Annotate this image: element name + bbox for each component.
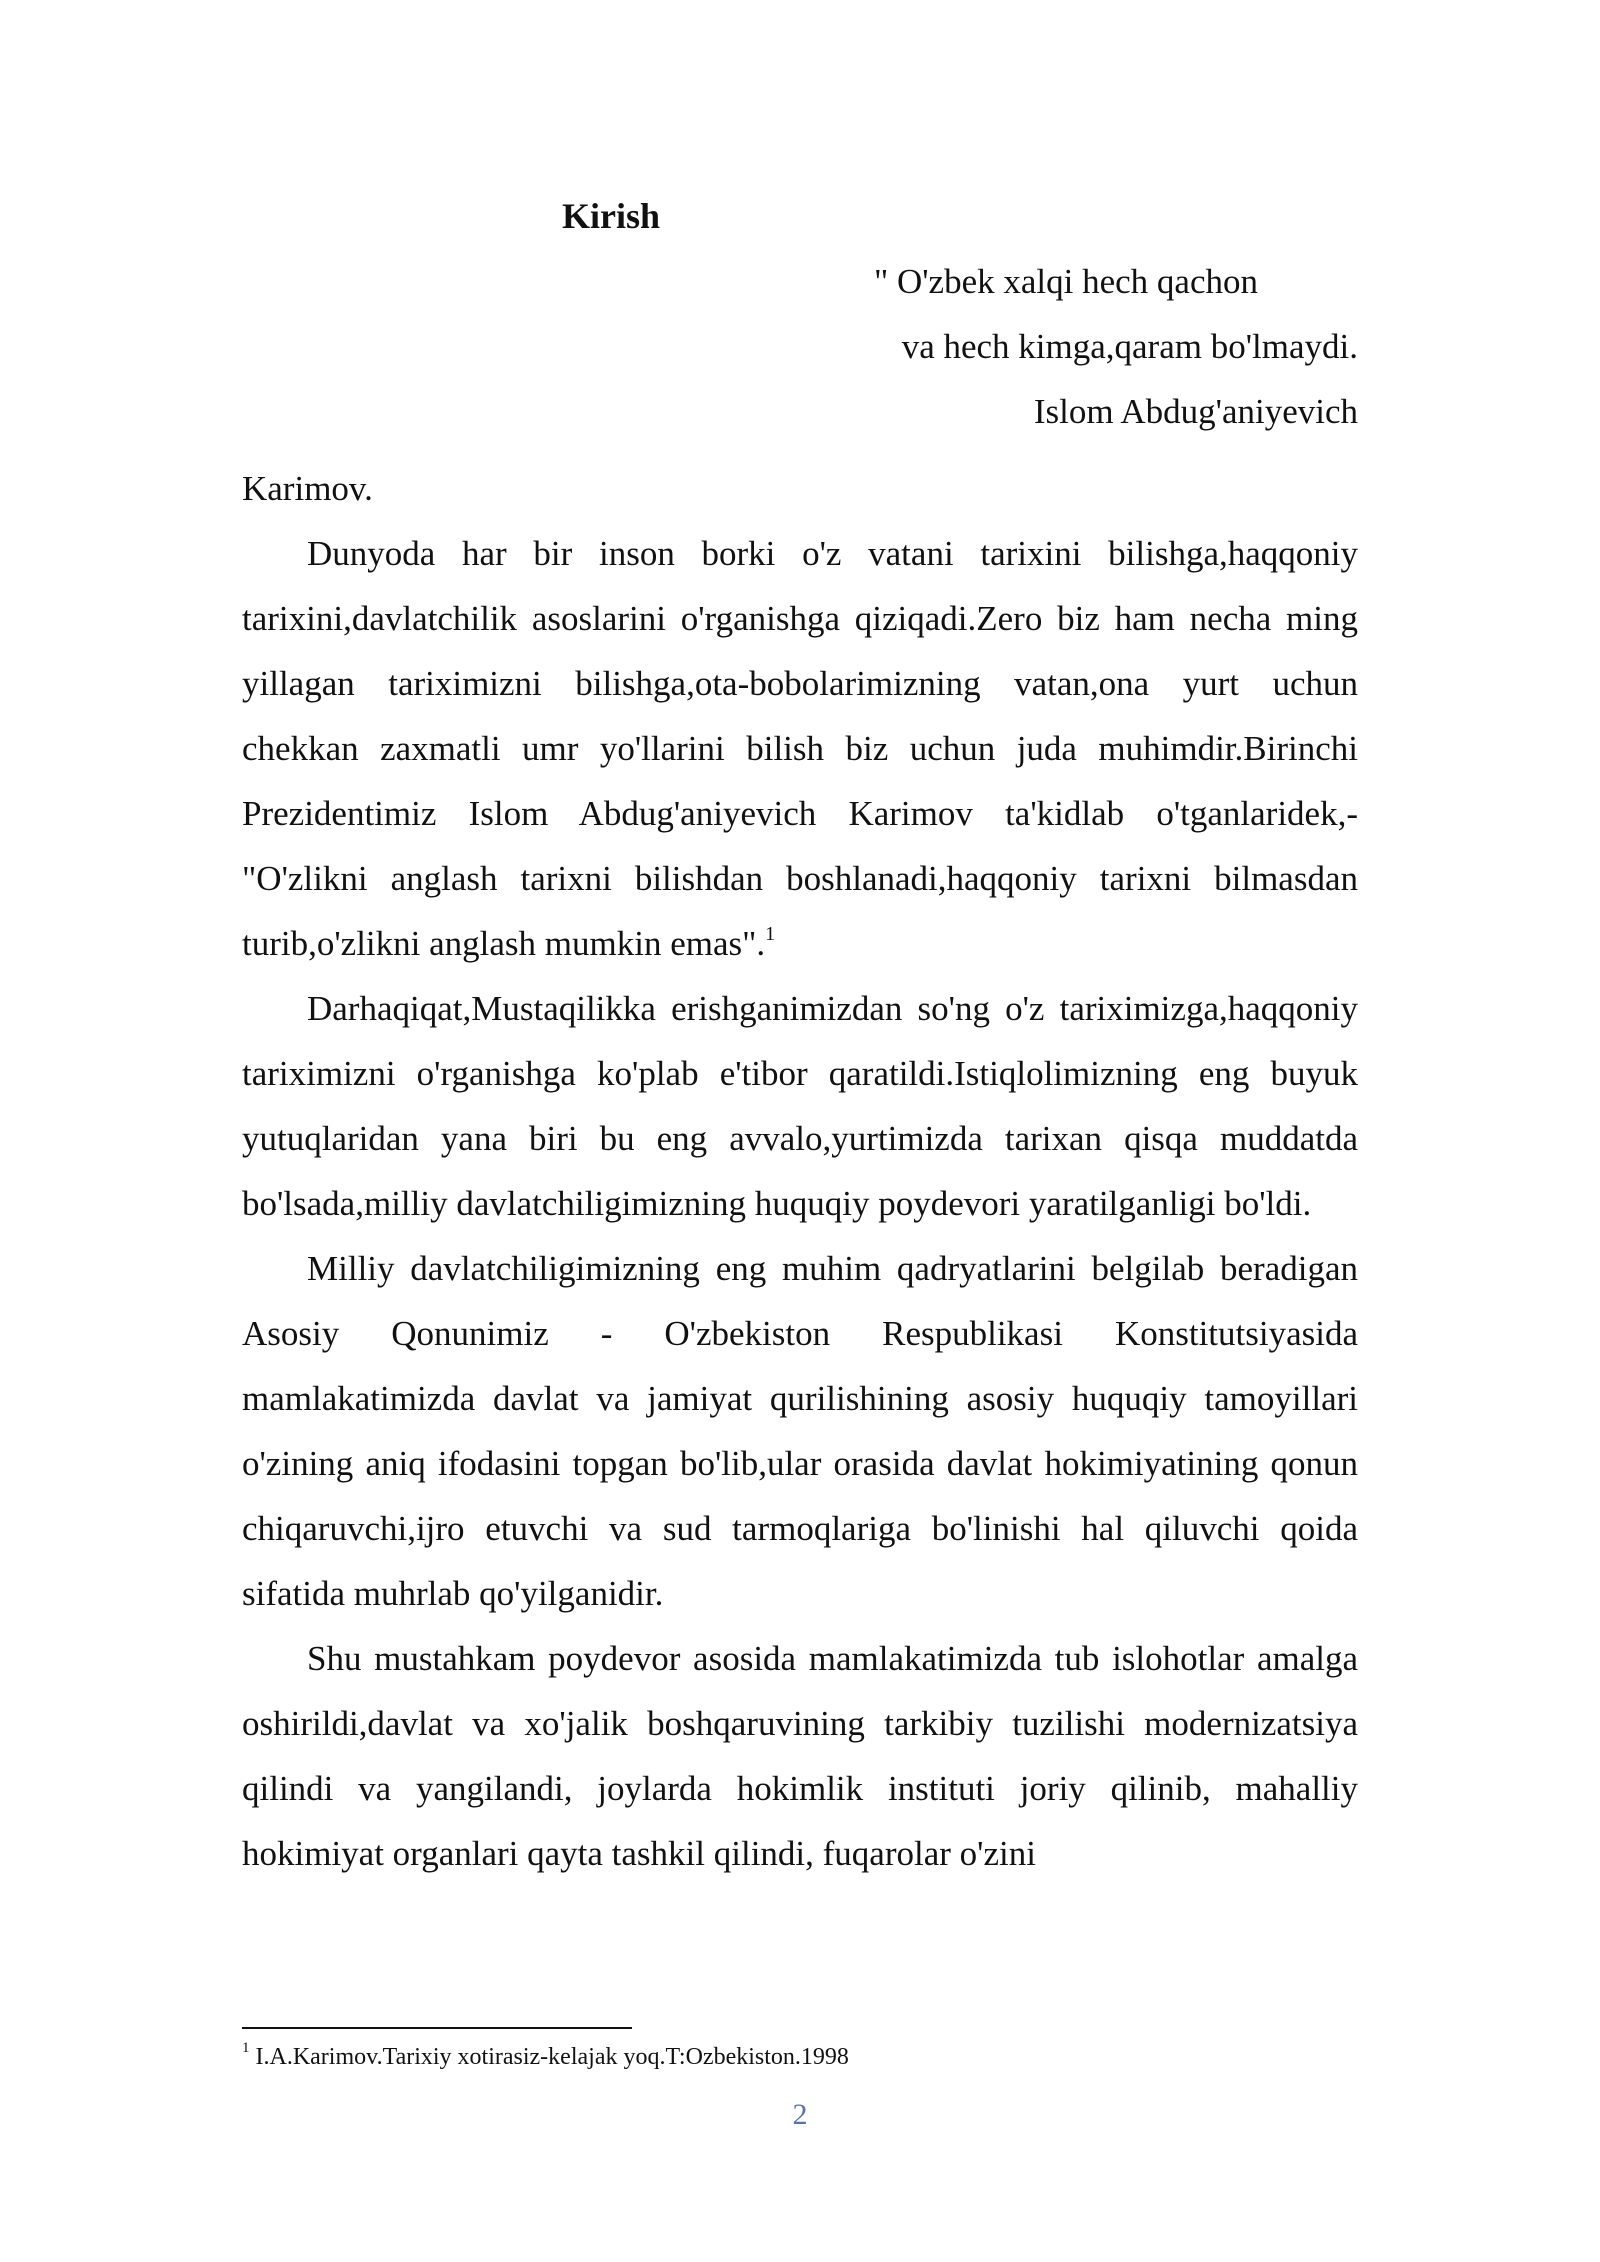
paragraph (242, 1626, 1358, 1886)
paragraph-text: Milliy davlatchiligimizning eng muhim qadryatlarini belgilab beradigan Asosiy Qonunimiz - O'zbekiston Respublikasi Konstitutsiyasida mamlakatimizda davlat va jamiyat qurilishining asosiy huquqiy tamoyillari o'zining aniq ifodasini topgan bo'lib,ular orasida davlat hokimiyatining qonun chiqaruvchi,ijro etuvchi va sud tarmoqlariga bo'linishi hal qiluvchi qoida sifatida muhrlab qo'yilganidir. (242, 1249, 1358, 1613)
section-heading: Kirish (562, 196, 661, 236)
body-text (242, 456, 1358, 1886)
paragraph-text: Dunyoda har bir inson borki o'z vatani tarixini bilishga,haqqoniy tarixini,davlatchilik asoslarini o'rganishga qiziqadi.Zero biz ham necha ming yillagan tariximizni bilishga,ota-bobolarimizning vatan,ona yurt uchun chekkan zaxmatli umr yo'llarini bilish biz uchun juda muhimdir.Birinchi Prezidentimiz Islom Abdug'aniyevich Karimov ta'kidlab o'tganlaridek,- "O'zlikni anglash tarixni bilishdan boshlanadi,haqqoniy tarixni bilmasdan turib,o'zlikni anglash mumkin emas". (242, 534, 1358, 963)
paragraph (242, 1236, 1358, 1626)
paragraph-attribution (242, 456, 1358, 521)
paragraph-text: Shu mustahkam poydevor asosida mamlakatimizda tub islohotlar amalga oshirildi,davlat va xo'jalik boshqaruvining tarkibiy tuzilishi modernizatsiya qilindi va yangilandi, joylarda hokimlik instituti joriy qilinib, mahalliy hokimiyat organlari qayta tashkil qilindi, fuqarolar o'zini (242, 1639, 1358, 1873)
footnote-separator (242, 2027, 632, 2029)
paragraph-text: Darhaqiqat,Mustaqilikka erishganimizdan so'ng o'z tariximizga,haqqoniy tariximizni o'rganishga ko'plab e'tibor qaratildi.Istiqlolimizning eng buyuk yutuqlaridan yana biri bu eng avvalo,yurtimizda tarixan qisqa muddatda bo'lsada,milliy davlatchiligimizning huquqiy poydevori yaratilganligi bo'ldi. (242, 989, 1358, 1223)
footnote-marker: 1 (242, 2040, 250, 2056)
page-number: 2 (792, 2098, 808, 2131)
paragraph (242, 976, 1358, 1236)
footnote (242, 2042, 849, 2072)
footnote-reference: 1 (765, 923, 776, 946)
epigraph-line-3: Islom Abdug'aniyevich (1033, 392, 1358, 431)
paragraph-text: Karimov. (242, 469, 373, 508)
epigraph-line-2: va hech kimga,qaram bo'lmaydi. (901, 327, 1358, 366)
epigraph-line-1: " O'zbek xalqi hech qachon (873, 262, 1258, 301)
footnote-text: I.A.Karimov.Tarixiy xotirasiz-kelajak yoq.T:Ozbekiston.1998 (255, 2044, 849, 2070)
paragraph (242, 521, 1358, 976)
